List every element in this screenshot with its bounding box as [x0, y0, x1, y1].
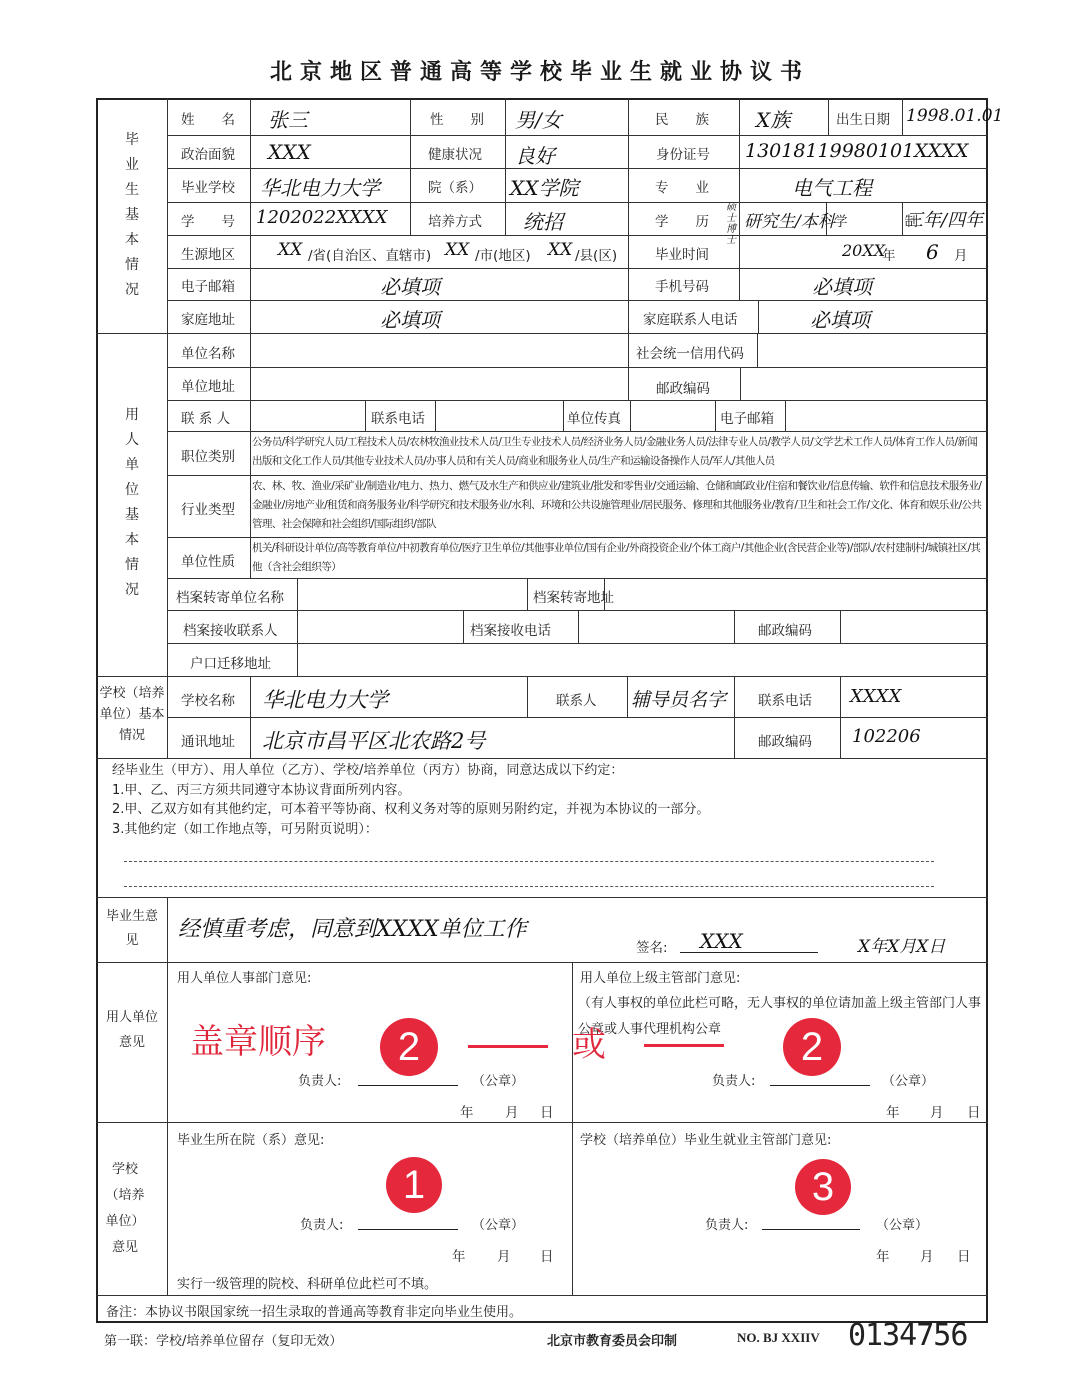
school-value[interactable]: 华北电力大学 [260, 176, 380, 200]
superior-opinion-note: （有人事权的单位此栏可略，无人事权的单位请加盖上级主管部门人事公章或人事代理机构公章 [578, 996, 982, 1037]
printer-label: 北京市教育委员会印制 [547, 1334, 678, 1349]
origin-province-value[interactable]: XX [278, 240, 303, 260]
arrow-line-2 [644, 1044, 724, 1047]
superior-date-month: 月 [930, 1105, 944, 1121]
grid-line [250, 98, 251, 333]
hukou-address-field[interactable] [299, 645, 986, 675]
grid-line [167, 135, 988, 136]
credit-code-label: 社会统一信用代码 [636, 346, 744, 362]
grid-line [297, 578, 298, 676]
grid-line [505, 98, 506, 235]
industry-type-label: 行业类型 [181, 502, 235, 518]
family-phone-value[interactable]: 必填项 [810, 308, 870, 332]
office-responsible-label: 负责人: [705, 1218, 749, 1233]
grid-line [96, 333, 988, 334]
archive-contact-field[interactable] [299, 612, 462, 642]
school-postal-value[interactable]: 102206 [852, 726, 921, 747]
serial-prefix: NO. BJ XXIIV [737, 1330, 820, 1345]
ethnicity-label: 民 族 [655, 112, 709, 128]
health-label: 健康状况 [428, 147, 482, 163]
school-opinion-label: 学校（培养单位）意见 [105, 1162, 145, 1255]
grid-line [628, 98, 629, 300]
school-phone-value[interactable]: XXXX [850, 686, 902, 707]
origin-county-value[interactable]: XX [548, 240, 573, 260]
office-responsible-line[interactable] [762, 1229, 860, 1230]
office-date-year: 年 [876, 1249, 890, 1265]
unit-nature-options[interactable]: 机关/科研设计单位/高等教育单位/中初教育单位/医疗卫生单位/其他事业单位/国有企业/外商投资企业/个体工商户/其他企业(含民营企业等)/部队/农村建制村/城镇社区/其他（含社会组织等） [252, 542, 981, 573]
archive-unit-field[interactable] [299, 580, 526, 609]
student-id-label: 学 号 [181, 214, 235, 230]
employer-opinion-label: 用人单位意见 [105, 1010, 158, 1050]
unit-name-field[interactable] [252, 336, 626, 366]
grid-line [758, 300, 759, 333]
grid-line [167, 431, 988, 432]
origin-province-label: /省(自治区、直辖市) [308, 248, 432, 264]
family-phone-label: 家庭联系人电话 [643, 312, 738, 328]
education-annotation: 硕士 博士 [726, 202, 736, 246]
dept-date-year: 年 [452, 1249, 466, 1265]
contact-phone-field[interactable] [437, 402, 562, 430]
birth-date-label: 出生日期 [836, 112, 890, 128]
grid-line [365, 400, 366, 431]
grid-line [757, 333, 758, 367]
grid-line [167, 300, 988, 301]
fax-field[interactable] [632, 402, 714, 430]
archive-unit-label: 档案转寄单位名称 [176, 590, 284, 606]
major-value[interactable]: 电气工程 [792, 176, 872, 200]
birth-date-value[interactable]: 1998.01.01 [906, 106, 1004, 126]
origin-region-label: 生源地区 [181, 247, 235, 263]
unit-postal-field[interactable] [742, 369, 986, 399]
archive-address-label: 档案转寄地址 [533, 590, 614, 606]
or-label: 或 [572, 1025, 606, 1065]
grid-line [167, 168, 988, 169]
copy-note: 第一联：学校/培养单位留存（复印无效） [104, 1334, 343, 1349]
grid-line [250, 676, 251, 758]
position-category-label: 职位类别 [181, 449, 235, 465]
program-length-label: 学 制 [834, 214, 928, 230]
archive-address-field[interactable] [606, 580, 986, 609]
home-address-label: 家庭地址 [181, 312, 235, 328]
grid-line [527, 578, 528, 610]
department-value[interactable]: XX学院 [510, 176, 579, 200]
grid-line [572, 962, 573, 1295]
signature-label: 签名: [636, 940, 668, 956]
unit-email-field[interactable] [787, 402, 986, 430]
office-seal-label: （公章） [876, 1218, 929, 1233]
name-label: 姓 名 [181, 112, 235, 128]
mobile-value[interactable]: 必填项 [812, 275, 872, 299]
grid-line [96, 676, 988, 677]
grid-line [578, 610, 579, 643]
position-category-options[interactable]: 公务员/科学研究人员/工程技术人员/农林牧渔业技术人员/卫生专业技术人员/经济业务人员/金融业务人员/法律专业人员/教学人员/文学艺术工作人员/体育工作人员/新闻出版和文化工作人员/其他专业技术人员/办事人员和有关人员/商业和服务业人员/生产和运输设备操作人员/军人/其他人员 [252, 436, 978, 467]
grid-line [167, 578, 988, 579]
fax-label: 单位传真 [567, 411, 621, 427]
other-terms-line-1 [124, 861, 934, 862]
graduate-section-label: 毕 业 生 基 本 情 况 [125, 132, 139, 298]
step-badge-employer: 2 [380, 1018, 438, 1076]
superior-responsible-line[interactable] [770, 1085, 870, 1086]
unit-address-label: 单位地址 [181, 379, 235, 395]
graduation-year-value[interactable]: 20XX [842, 241, 886, 260]
grid-line [463, 610, 464, 643]
graduation-year-label: 年 [882, 248, 896, 264]
school-address-value[interactable]: 北京市昌平区北农路2号 [262, 729, 486, 753]
grid-line [734, 676, 735, 758]
step-badge-superior: 2 [783, 1018, 841, 1076]
archive-phone-label: 档案接收电话 [470, 623, 551, 639]
department-label: 院（系） [428, 180, 482, 196]
grid-line [715, 400, 716, 431]
home-address-value[interactable]: 必填项 [380, 308, 440, 332]
gender-label: 性 别 [430, 112, 484, 128]
name-value[interactable]: 张三 [268, 108, 308, 132]
contact-phone-label: 联系电话 [371, 411, 425, 427]
grid-line [840, 676, 841, 758]
unit-email-label: 电子邮箱 [720, 411, 774, 427]
archive-postal-field[interactable] [842, 612, 986, 642]
training-mode-label: 培养方式 [428, 214, 482, 230]
graduation-month-label: 月 [954, 248, 968, 264]
graduation-time-label: 毕业时间 [655, 247, 709, 263]
other-terms-line-2 [124, 886, 934, 887]
mobile-label: 手机号码 [655, 279, 709, 295]
footer-remark: 备注：本协议书限国家统一招生录取的普通高等教育非定向毕业生使用。 [106, 1305, 523, 1320]
hr-seal-label: （公章） [472, 1074, 525, 1089]
grid-line [840, 610, 841, 643]
major-label: 专 业 [655, 180, 709, 196]
grid-line [785, 400, 786, 431]
dept-date-day: 日 [540, 1249, 554, 1265]
arrow-line-1 [468, 1045, 548, 1048]
origin-city-label: /市(地区) [475, 248, 531, 264]
grid-line [630, 400, 631, 431]
program-length-value[interactable]: 三年/四年 [905, 210, 984, 231]
origin-city-value[interactable]: XX [445, 240, 470, 260]
grid-line [739, 98, 740, 300]
grid-line [902, 98, 903, 135]
grid-line [410, 98, 411, 235]
office-opinion-title: 学校（培养单位）毕业生就业主管部门意见: [580, 1133, 832, 1148]
stamp-order-label: 盖章顺序 [190, 1022, 326, 1062]
dept-responsible-label: 负责人: [300, 1218, 344, 1233]
dept-seal-label: （公章） [472, 1218, 525, 1233]
graduate-opinion-label: 毕业生意见 [105, 909, 158, 948]
health-value[interactable]: 良好 [515, 144, 555, 168]
unit-name-label: 单位名称 [181, 346, 235, 362]
email-label: 电子邮箱 [181, 279, 235, 295]
grid-line [167, 475, 988, 476]
grid-line [96, 1295, 988, 1296]
dept-responsible-line[interactable] [358, 1229, 458, 1230]
grid-line [167, 897, 168, 1295]
credit-code-field[interactable] [759, 336, 986, 366]
id-number-value[interactable]: 13018119980101XXXX [745, 140, 969, 162]
signature-line [680, 952, 818, 953]
school-postal-label: 邮政编码 [758, 734, 812, 750]
email-value[interactable]: 必填项 [380, 275, 440, 299]
grid-line [96, 962, 988, 963]
unit-nature-label: 单位性质 [181, 554, 235, 570]
grid-line [167, 202, 988, 203]
ethnicity-value[interactable]: X族 [756, 108, 791, 132]
unit-postal-label: 邮政编码 [656, 381, 710, 397]
school-address-label: 通讯地址 [181, 734, 235, 750]
grid-line [527, 676, 528, 717]
office-date-day: 日 [957, 1249, 971, 1265]
grid-line [734, 610, 735, 643]
school-label: 毕业学校 [181, 180, 235, 196]
dept-opinion-note: 实行一级管理的院校、科研单位此栏可不填。 [177, 1277, 438, 1292]
contact-label: 联 系 人 [181, 411, 231, 427]
employer-section-label: 用 人 单 位 基 本 情 况 [125, 407, 139, 598]
signature-value[interactable]: XXX [700, 929, 743, 953]
political-status-label: 政治面貌 [181, 147, 235, 163]
origin-county-label: /县(区) [575, 248, 618, 264]
serial-number: 0134756 [848, 1318, 968, 1353]
school-contact-label: 联系人 [556, 693, 597, 709]
agreement-intro: 经毕业生（甲方）、用人单位（乙方）、学校/培养单位（丙方）协商，同意达成以下约定： [112, 763, 624, 778]
archive-phone-field[interactable] [580, 612, 733, 642]
hr-date-day: 日 [540, 1105, 554, 1121]
unit-address-field[interactable] [252, 369, 626, 399]
hr-responsible-label: 负责人: [298, 1074, 342, 1089]
grid-line [167, 367, 988, 368]
grid-line [740, 367, 741, 400]
gender-value[interactable]: 男/女 [515, 108, 562, 132]
training-mode-value[interactable]: 统招 [523, 210, 563, 234]
agreement-item-3: 3.其他约定（如工作地点等，可另附页说明）： [112, 822, 378, 837]
archive-postal-label: 邮政编码 [758, 623, 812, 639]
graduate-opinion-date[interactable]: X年X月X日 [858, 937, 946, 957]
hr-opinion-title: 用人单位人事部门意见: [177, 971, 312, 986]
graduation-month-value[interactable]: 6 [926, 240, 939, 264]
education-label: 学 历 [655, 214, 709, 230]
hukou-address-label: 户口迁移地址 [190, 656, 271, 672]
superior-date-day: 日 [967, 1105, 981, 1121]
grid-line [167, 400, 988, 401]
agreement-item-2: 2.甲、乙双方如有其他约定，可本着平等协商、权利义务对等的原则另附约定，并视为本协议的一部分。 [112, 802, 710, 817]
grid-line [627, 676, 628, 717]
dept-date-month: 月 [497, 1249, 511, 1265]
grid-line [96, 758, 988, 759]
document-title: 北京地区普通高等学校毕业生就业协议书 [269, 60, 810, 85]
archive-contact-label: 档案接收联系人 [183, 623, 278, 639]
grid-line [828, 98, 829, 135]
step-badge-dept: 1 [386, 1157, 442, 1213]
hr-date-year: 年 [460, 1105, 474, 1121]
hr-responsible-line[interactable] [358, 1085, 458, 1086]
grid-line [167, 235, 988, 236]
agreement-item-1: 1.甲、乙、丙三方须共同遵守本协议背面所列内容。 [112, 783, 411, 798]
dept-opinion-title: 毕业生所在院（系）意见: [177, 1133, 325, 1148]
contact-field[interactable] [252, 402, 364, 430]
student-id-value[interactable]: 1202022XXXX [256, 207, 388, 228]
school-info-section-label: 学校（培养单位）基本情况 [99, 686, 165, 743]
step-badge-school: 3 [795, 1159, 851, 1215]
superior-seal-label: （公章） [882, 1074, 935, 1089]
graduate-opinion-text[interactable]: 经慎重考虑，同意到XXXX单位工作 [178, 917, 527, 942]
superior-date-year: 年 [886, 1105, 900, 1121]
grid-line [628, 333, 629, 400]
hr-date-month: 月 [505, 1105, 519, 1121]
grid-line [167, 537, 988, 538]
grid-line [250, 333, 251, 578]
grid-line [167, 643, 988, 644]
school-phone-label: 联系电话 [758, 693, 812, 709]
school-contact-value[interactable]: 辅导员名字 [631, 689, 727, 711]
grid-line [628, 300, 629, 333]
grid-line [167, 268, 988, 269]
school-name-label: 学校名称 [181, 693, 235, 709]
office-date-month: 月 [920, 1249, 934, 1265]
grid-line [563, 400, 564, 431]
grid-line [96, 897, 988, 898]
id-number-label: 身份证号 [656, 147, 710, 163]
grid-line [167, 98, 168, 758]
superior-responsible-label: 负责人: [712, 1074, 756, 1089]
education-value[interactable]: 研究生/本科 [744, 212, 835, 232]
grid-line [435, 400, 436, 431]
superior-opinion-title: 用人单位上级主管部门意见: [580, 971, 741, 986]
grid-line [167, 717, 988, 718]
industry-type-options[interactable]: 农、林、牧、渔业/采矿业/制造业/电力、热力、燃气及水生产和供应业/建筑业/批发和零售业/交通运输、仓储和邮政业/住宿和餐饮业/信息传输、软件和信息技术服务业/金融业/房地产业/租赁和商务服务业/科学研究和技术服务业/水利、环境和公共设施管理业/居民服务、修理和其他服务业/教育/卫生和社会工作/文化、体育和娱乐业/公共管理、社会保障和社会组织/国际组织/部队 [252, 480, 982, 530]
political-status-value[interactable]: XXX [268, 140, 311, 164]
grid-line [96, 1122, 988, 1123]
school-name-value[interactable]: 华北电力大学 [262, 688, 388, 712]
